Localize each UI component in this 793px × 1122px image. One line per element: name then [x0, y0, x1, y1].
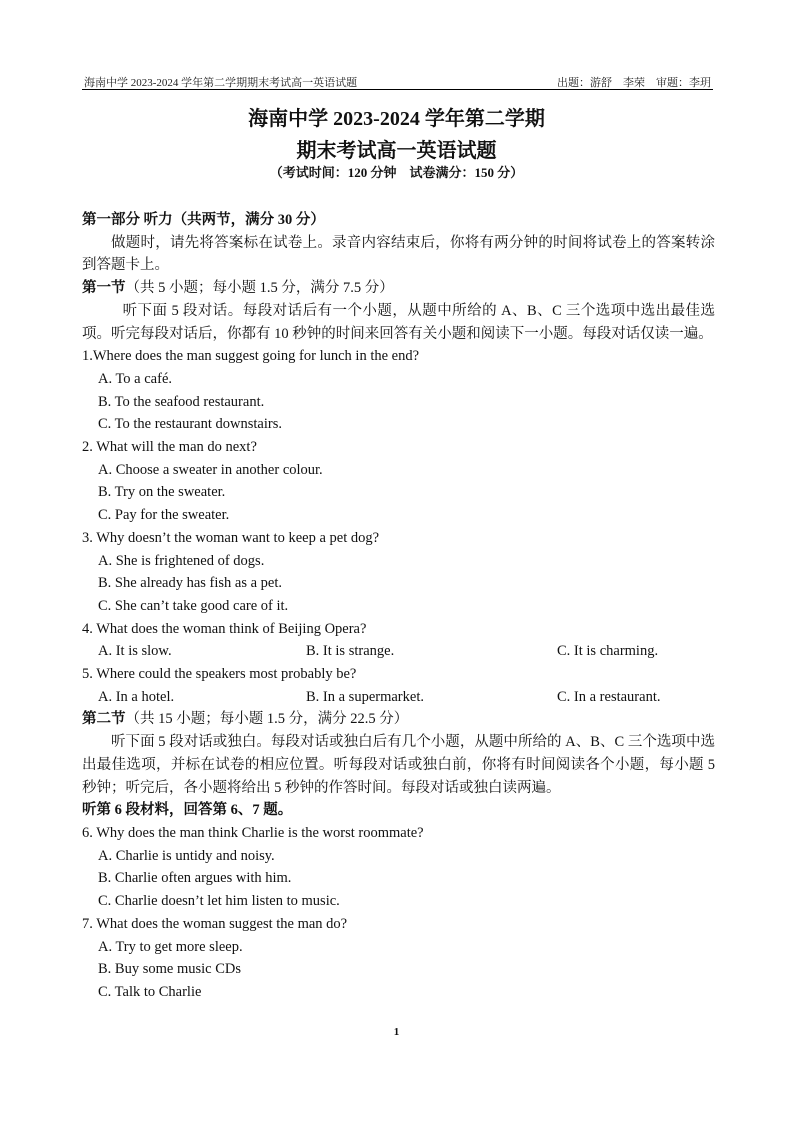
question-option: A. To a café.: [98, 370, 173, 387]
question-option: C. In a restaurant.: [557, 688, 661, 705]
question-stem: 1.Where does the man suggest going for lunch in the end?: [82, 348, 420, 365]
question-stem: 7. What does the woman suggest the man do?: [82, 915, 348, 932]
part1-heading: 第一部分 听力（共两节，满分 30 分）: [82, 212, 325, 228]
question-option: B. To the seafood restaurant.: [98, 393, 265, 410]
section1-heading-row: [82, 277, 715, 300]
question-option: A. In a hotel.: [98, 688, 175, 705]
question-stem: 6. Why does the man think Charlie is the worst roommate?: [82, 824, 424, 841]
question-stem: 3. Why doesn’t the woman want to keep a pet dog?: [82, 529, 380, 546]
question-option: B. Buy some music CDs: [98, 961, 241, 978]
question-option: B. She already has fish as a pet.: [98, 575, 283, 592]
question-option: A. Choose a sweater in another colour.: [98, 461, 323, 478]
question-stem: 2. What will the man do next?: [82, 439, 257, 456]
question-option: B. It is strange.: [306, 643, 395, 660]
section1-note: （共 5 小题；每小题 1.5 分，满分 7.5 分）: [125, 280, 394, 297]
section2-heading-row: [82, 708, 715, 731]
material6-heading: 听第 6 段材料，回答第 6、7 题。: [82, 802, 293, 819]
question-option: C. She can’t take good care of it.: [98, 597, 289, 614]
header-left-text: 海南中学 2023-2024 学年第二学期期末考试高一英语试题: [84, 77, 358, 89]
question-option: C. It is charming.: [557, 643, 659, 660]
question-option: A. Charlie is untidy and noisy.: [98, 847, 275, 864]
page-header: [82, 72, 713, 90]
exam-content: [82, 209, 715, 1004]
question-option: B. Charlie often argues with him.: [98, 870, 292, 887]
question-options-row: [82, 686, 715, 709]
exam-subtitle: （考试时间：120 分钟 试卷满分：150 分）: [269, 165, 524, 180]
question-option: A. Try to get more sleep.: [98, 938, 243, 955]
question-option: C. Pay for the sweater.: [98, 507, 230, 524]
question-option: C. Talk to Charlie: [98, 983, 202, 1000]
page-number: 1: [393, 1026, 400, 1038]
section2-note: （共 15 小题；每小题 1.5 分，满分 22.5 分）: [125, 711, 409, 728]
question-option: B. In a supermarket.: [306, 688, 424, 705]
question-option: A. She is frightened of dogs.: [98, 552, 265, 569]
exam-title-line2: 期末考试高一英语试题: [296, 140, 497, 162]
part1-intro: 做题时，请先将答案标在试卷上。录音内容结束后，你将有两分钟的时间将试卷上的答案转涂到答题卡上。: [82, 234, 715, 274]
question-option: B. Try on the sweater.: [98, 484, 226, 501]
question-stem: 5. Where could the speakers most probably be?: [82, 666, 357, 683]
section1-instructions: 听下面 5 段对话。每段对话后有一个小题，从题中所给的 A、B、C 三个选项中选出最佳选项。听完每段对话后，你都有 10 秒钟的时间来回答有关小题和阅读下一小题。每段对话仅读一遍。: [82, 302, 715, 342]
section1-heading: 第一节: [82, 280, 126, 297]
question-option: A. It is slow.: [98, 643, 172, 660]
question-option: C. To the restaurant downstairs.: [98, 416, 282, 433]
question-options-row: [82, 640, 715, 663]
exam-title-line1: 海南中学 2023-2024 学年第二学期: [248, 108, 545, 130]
section2-instructions: 听下面 5 段对话或独白。每段对话或独白后有几个小题，从题中所给的 A、B、C 三个选项中选出最佳选项，并标在试卷的相应位置。听每段对话或独白前，你将有时间阅读各个小题，每小题 5 秒钟；听完后，各小题将给出 5 秒钟的作答时间。每段对话或独白读两遍。: [82, 734, 715, 796]
section2-heading: 第二节: [82, 711, 126, 728]
header-right-text: 出题：游舒 李荣 审题：李玥: [557, 77, 711, 89]
question-stem: 4. What does the woman think of Beijing Opera?: [82, 620, 367, 637]
question-option: C. Charlie doesn’t let him listen to music.: [98, 893, 340, 910]
